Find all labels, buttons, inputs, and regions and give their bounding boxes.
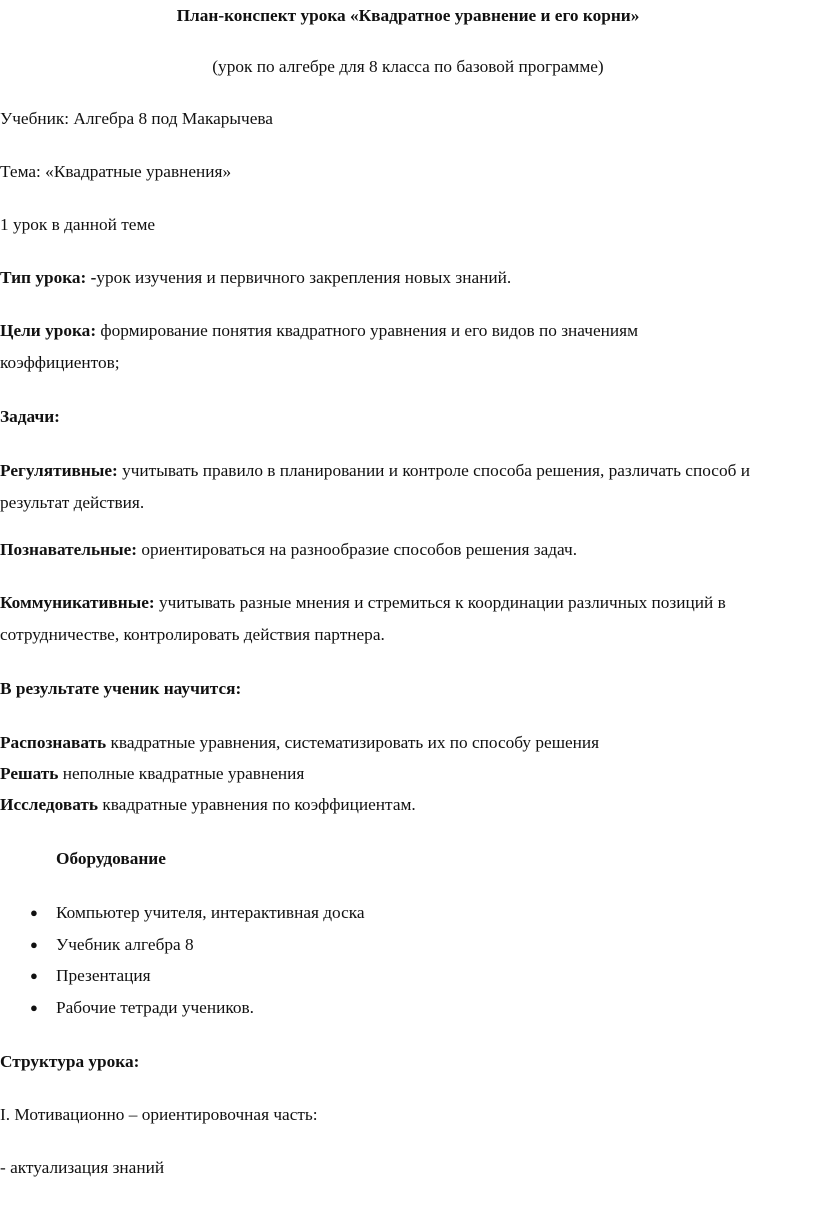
lesson-type: [0, 267, 511, 289]
tasks-regulatory-continued: результат действия.: [0, 493, 145, 512]
list-item-text: Рабочие тетради учеников.: [56, 998, 254, 1017]
list-item-text: Учебник алгебра 8: [56, 935, 194, 954]
outcome-item: Распознавать квадратные уравнения, систематизировать их по способу решения: [0, 733, 600, 752]
bullet-icon: ●: [30, 937, 38, 952]
tasks-heading: Задачи:: [0, 407, 60, 426]
lesson-type-text: урок изучения и первичного закрепления новых знаний.: [96, 268, 512, 287]
outcome-item: Решать неполные квадратные уравнения: [0, 764, 305, 783]
page-subtitle: (урок по алгебре для 8 класса по базовой программе): [212, 57, 604, 76]
bullet-icon: ●: [30, 1000, 38, 1015]
regulatory-label: Регулятивные:: [0, 461, 118, 480]
outcomes-heading: В результате ученик научится:: [0, 679, 242, 698]
communicative-label: Коммуникативные:: [0, 593, 155, 612]
tasks-cognitive: [0, 539, 577, 561]
goals: [0, 320, 638, 342]
lesson-type-label: Тип урока: -: [0, 268, 97, 287]
cognitive-label: Познавательные:: [0, 540, 138, 559]
outcome-item: Исследовать квадратные уравнения по коэффициентам.: [0, 795, 416, 814]
bullet-icon: ●: [30, 905, 38, 920]
list-item-text: Компьютер учителя, интерактивная доска: [56, 903, 365, 922]
list-item-text: Презентация: [56, 966, 151, 985]
cognitive-text: ориентироваться на разнообразие способов решения задач.: [137, 540, 578, 559]
structure-heading: Структура урока:: [0, 1052, 140, 1071]
tasks-communicative-continued: сотрудничестве, контролировать действия партнера.: [0, 625, 385, 644]
tasks-communicative: [0, 592, 726, 614]
communicative-text: учитывать разные мнения и стремиться к координации различных позиций в: [154, 593, 726, 612]
goals-continued: коэффициентов;: [0, 353, 120, 372]
goals-text: формирование понятия квадратного уравнения и его видов по значениям: [96, 321, 639, 340]
topic-line: Тема: «Квадратные уравнения»: [0, 162, 232, 181]
structure-part1: I. Мотивационно – ориентировочная часть:: [0, 1105, 318, 1124]
goals-label: Цели урока:: [0, 321, 97, 340]
equipment-heading: Оборудование: [56, 849, 166, 868]
structure-item1: - актуализация знаний: [0, 1158, 165, 1177]
lesson-number-line: 1 урок в данной теме: [0, 215, 156, 234]
tasks-regulatory: [0, 460, 750, 482]
regulatory-text: учитывать правило в планировании и контроле способа решения, различать способ и: [117, 461, 750, 480]
textbook-line: Учебник: Алгебра 8 под Макарычева: [0, 109, 273, 128]
bullet-icon: ●: [30, 968, 38, 983]
page-title: План-конспект урока «Квадратное уравнение и его корни»: [176, 6, 640, 25]
